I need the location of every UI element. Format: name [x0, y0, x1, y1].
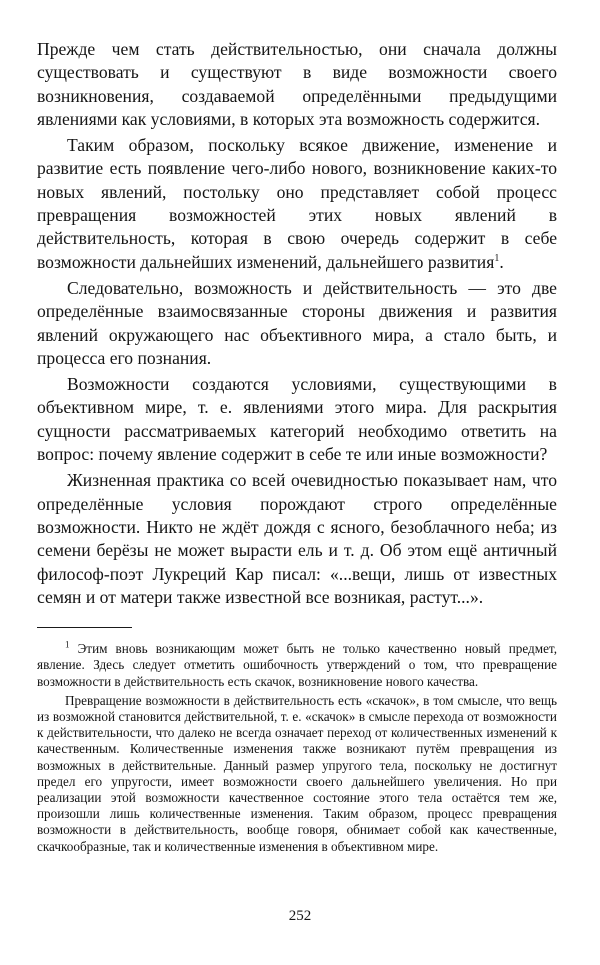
paragraph-3: Следовательно, возможность и действительность — это две определённые взаимосвязанные стороны движения и развития явлений окружающего нас объективного мира, а стало быть, и процесса его познания.: [37, 277, 557, 368]
footnote-1: [37, 641, 557, 690]
paragraph-5: Жизненная практика со всей очевидностью показывает нам, что определённые условия порождают строго определённые возможности. Никто не ждёт дождя с ясного, безоблачного неба; из семени берёзы не может вырасти ель и т. д. Об этом ещё античный философ-поэт Лукреций Кар писал: «...вещи, лишь от известных семян и от матери также известной все возникая, растут...».: [37, 470, 557, 607]
footnote-1-text: Этим вновь возникающим может быть не только качественно новый предмет, явление. Здесь следует отметить ошибочность утверждений о том, что превращение возможности в действительность есть скачок, возникновение нового качества.: [37, 641, 557, 689]
page-content: [37, 38, 557, 855]
footnote-marker: 1: [65, 639, 70, 650]
footnote-divider: [37, 627, 132, 628]
paragraph-2: Таким образом, поскольку всякое движение, изменение и развитие есть появление чего-либо нового, возникновение каких-то новых явлений, постольку оно представляет собой процесс превращения возможностей этих новых явлений в действительность, которая в свою очередь содержит в себе возможности дальнейших изменений, дальнейшего развития$^1$.: [37, 135, 557, 272]
paragraph-2-text: Таким образом, поскольку всякое движение, изменение и развитие есть появление чего-либо нового, возникновение каких-то новых явлений, постольку оно представляет собой процесс превращения возможностей этих новых явлений в действительность, которая в свою очередь содержит в себе возможности дальнейших изменений, дальнейшего развития: [37, 135, 557, 272]
footnote-1-continuation: Превращение возможности в действительность есть «скачок», в том смысле, что вещь из возможной становится действительной, т. е. «скачок» в смысле перехода от возможности к действительности, что далеко не всегда означает переход от количественных изменений к качественным. Количественные изменения также возникают путём превращения из возможных в действительные. Данный размер упругого тела, поскольку не достигнут предел его упругости, имеет возможности своего дальнейшего увеличения. Но при реализации этой возможности качественное состояние этого тела остаётся тем же, произошли лишь количественные изменения. Таким образом, процесс превращения возможности в действительность, вообще говоря, обнимает собой как качественные, скачкообразные, так и количественные изменения в объективном мире.: [37, 692, 557, 854]
paragraph-4: Возможности создаются условиями, существующими в объективном мире, т. е. явлениями этого мира. Для раскрытия сущности рассматриваемых категорий необходимо ответить на вопрос: почему явление содержит в себе те или иные возможности?: [37, 374, 557, 465]
paragraph-1: Прежде чем стать действительностью, они сначала должны существовать и существуют в виде возможности своего возникновения, создаваемой определёнными предыдущими явлениями как условиями, в которых эта возможность содержится.: [37, 39, 557, 129]
footnote-reference[interactable]: 1: [494, 252, 500, 264]
page-number: 252: [288, 908, 312, 924]
